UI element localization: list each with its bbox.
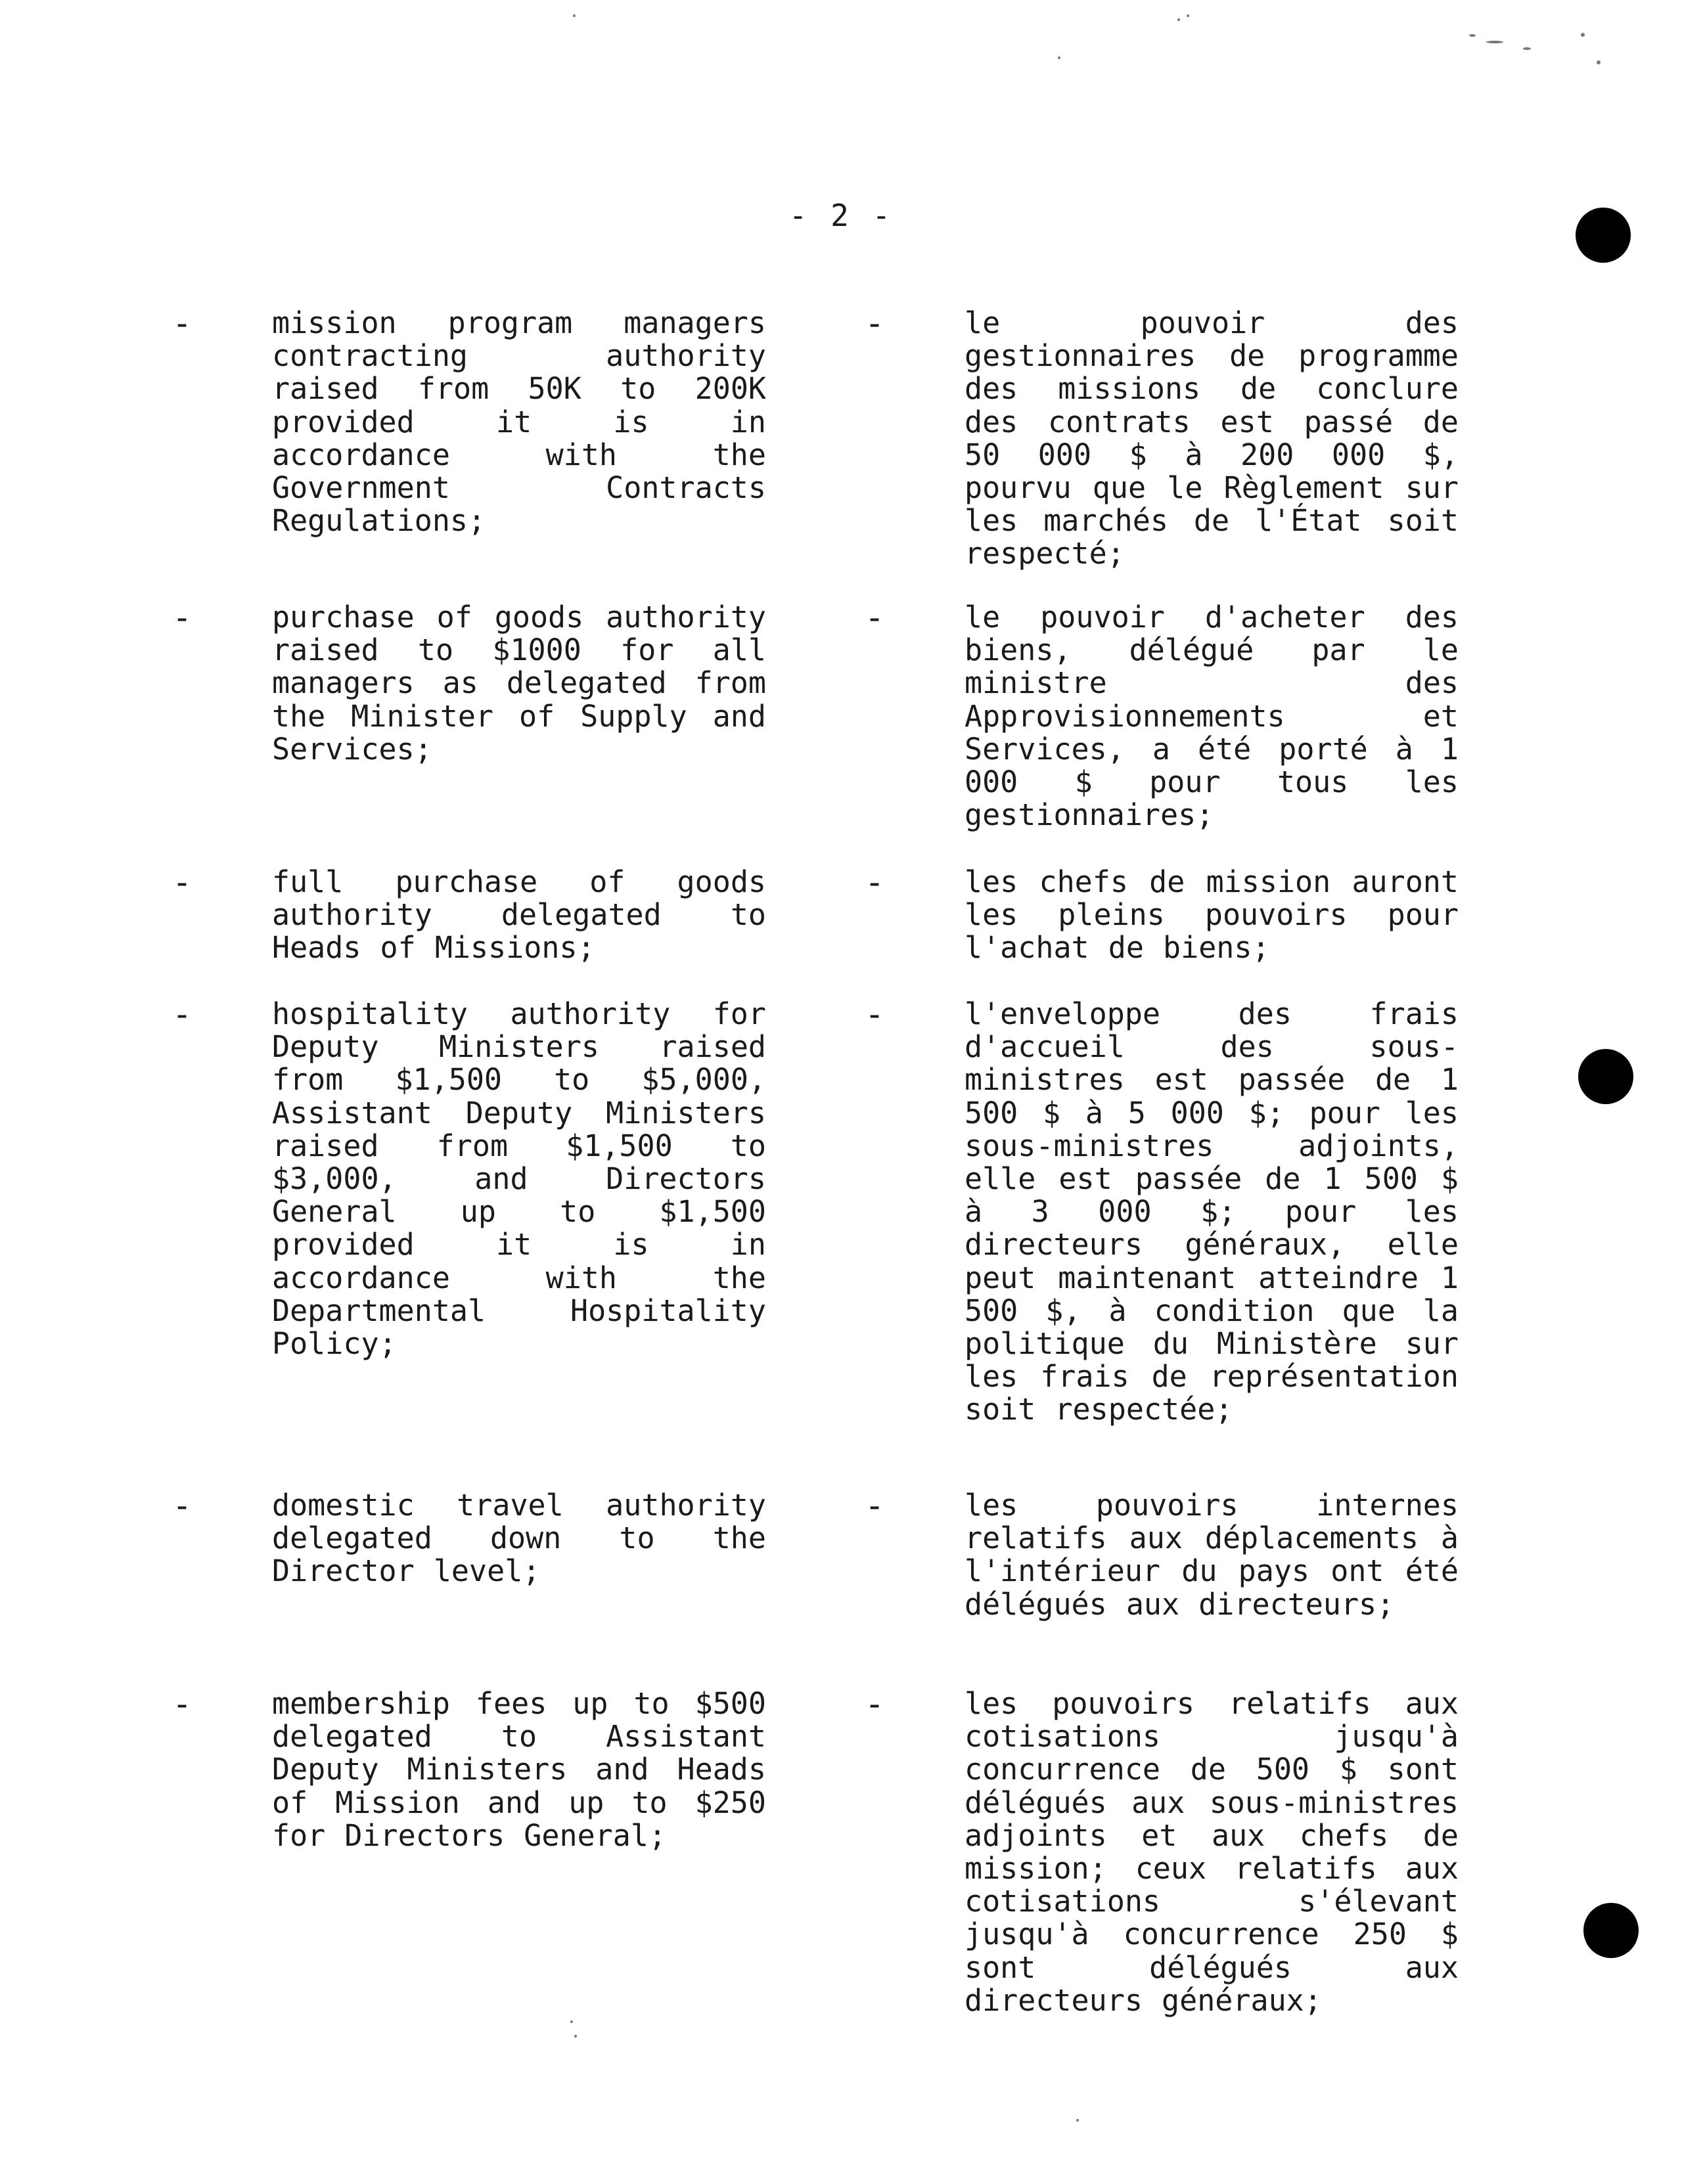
scan-speck <box>1058 56 1060 59</box>
french-text: le pouvoir des gestionnaires de programme des missions de conclure des contrats est passé de 50 000 $ à 200 000 $, pourvu que le Règlement sur les marchés de l'État soit respecté; <box>965 305 1459 571</box>
english-text: full purchase of goods authority delegated to Heads of Missions; <box>272 864 766 966</box>
bullet-dash: - <box>172 304 193 342</box>
bullet-dash: - <box>172 863 193 901</box>
english-text: membership fees up to $500 delegated to Assistant Deputy Ministers and Heads of Mission and up to $250 for Directors General; <box>272 1686 766 1853</box>
bullet-dash: - <box>172 995 193 1033</box>
scan-speck <box>1177 18 1180 21</box>
bullet-dash: - <box>865 995 885 1033</box>
bullet-dash: - <box>865 304 885 342</box>
scan-speck <box>570 2020 573 2023</box>
scan-speck <box>574 2035 577 2038</box>
english-text: domestic travel authority delegated down to the Director level; <box>272 1488 766 1589</box>
scan-speck <box>1469 34 1476 37</box>
bullet-dash: - <box>865 598 885 636</box>
french-text: le pouvoir d'acheter des biens, délégué par le ministre des Approvisionnements et Services, a été porté à 1 000 $ pour tous les gestionnaires; <box>965 600 1459 833</box>
bullet-dash: - <box>865 863 885 901</box>
english-text: mission program managers contracting authority raised from 50K to 200K provided it is in accordance with the Government Contracts Regulations; <box>272 305 766 539</box>
binder-hole-top <box>1576 208 1631 263</box>
french-text: les pouvoirs internes relatifs aux déplacements à l'intérieur du pays ont été délégués aux directeurs; <box>965 1488 1459 1622</box>
bullet-dash: - <box>865 1685 885 1723</box>
bullet-dash: - <box>172 1486 193 1525</box>
bullet-dash: - <box>172 1685 193 1723</box>
scan-speck <box>1581 33 1585 37</box>
french-text: les pouvoirs relatifs aux cotisations jusqu'à concurrence de 500 $ sont délégués aux sous-ministres adjoints et aux chefs de mission; ceux relatifs aux cotisations s'élevant jusqu'à concurrence 250 $ sont délégués aux directeurs généraux; <box>965 1686 1459 2018</box>
scan-speck <box>1187 14 1189 17</box>
scan-speck <box>1486 41 1503 43</box>
scan-speck <box>1076 2119 1079 2122</box>
binder-hole-bottom <box>1583 1903 1639 1958</box>
binder-hole-middle <box>1578 1049 1633 1104</box>
french-text: les chefs de mission auront les pleins pouvoirs pour l'achat de biens; <box>965 864 1459 966</box>
page-number: - 2 - <box>788 198 894 233</box>
bullet-dash: - <box>865 1486 885 1525</box>
scan-speck <box>1597 60 1601 64</box>
french-text: l'enveloppe des frais d'accueil des sous-ministres est passée de 1 500 $ à 5 000 $; pour les sous-ministres adjoints, elle est passée de 1 500 $ à 3 000 $; pour les directeurs généraux, elle peut maintenant atteindre 1 500 $, à condition que la politique du Ministère sur les frais de représentation soit respectée; <box>965 996 1459 1427</box>
scan-speck <box>1523 47 1531 50</box>
scan-speck <box>573 14 576 17</box>
english-text: hospitality authority for Deputy Ministers raised from $1,500 to $5,000, Assistant Deputy Ministers raised from $1,500 to $3,000, and Directors General up to $1,500 provided it is in accordance with the Departmental Hospitality Policy; <box>272 996 766 1362</box>
english-text: purchase of goods authority raised to $1000 for all managers as delegated from the Minister of Supply and Services; <box>272 600 766 767</box>
bullet-dash: - <box>172 598 193 636</box>
